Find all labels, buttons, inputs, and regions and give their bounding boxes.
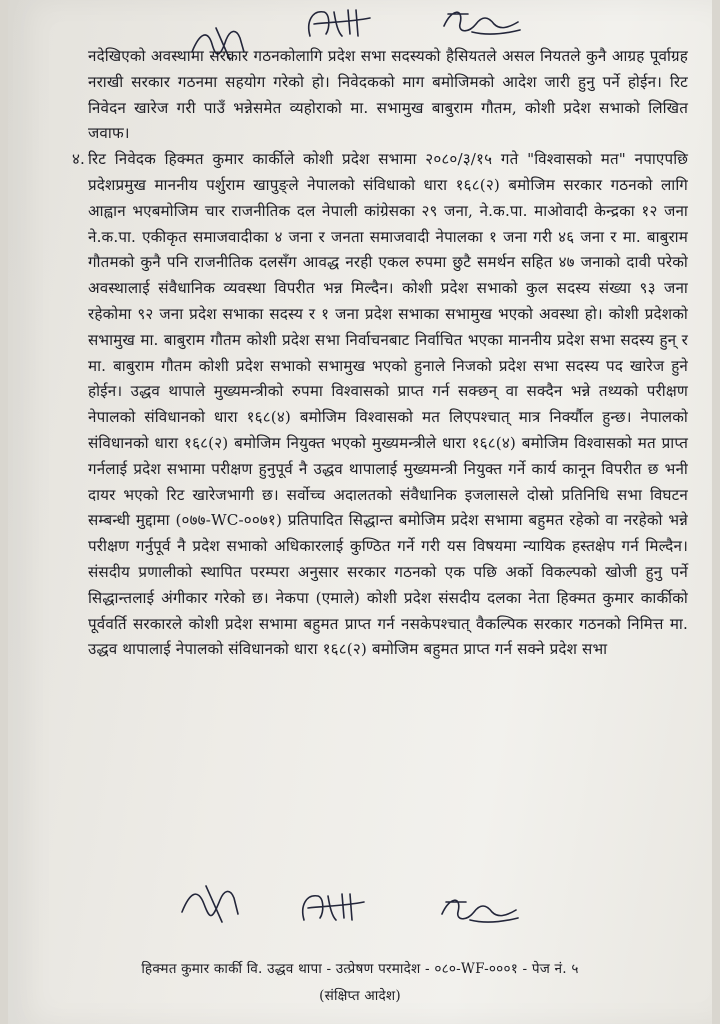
footer-case-line: हिक्मत कुमार कार्की वि. उद्धव थापा - उत्प्रेषण परमादेश - ०८०-WF-०००१ - पेज नं. ५ — [141, 961, 579, 977]
paragraph-4: ४. रिट निवेदक हिक्मत कुमार कार्कीले कोशी प्रदेश सभामा २०८०/३/१५ गते "विश्वासको मत" नपाएपछि प्रदेशप्रमुख माननीय पर्शुराम खापुङ्ले नेपालको संविधाको धारा १६८(२) बमोजिम सरकार गठनको लागि आह्वान भएबमोजिम चार राजनीतिक दल नेपाली कांग्रेसका २९ जना, ने.क.पा. माओवादी केन्द्रका १२ जना ने.क.पा. एकीकृत समाजवादीका ४ जना र जनता समाजवादी नेपालका १ जना गरी ४६ जना र मा. बाबुराम गौतमको कुनै पनि राजनीतिक दलसँग आवद्ध नरही एकल रुपमा छुटै समर्थन सहित ४७ जनाको दावी परेको अवस्थालाई संवैधानिक व्यवस्था विपरीत भन्न मिल्दैन। कोशी प्रदेश सभाको कुल सदस्य संख्या ९३ जना रहेकोमा ९२ जना प्रदेश सभाका सदस्य र १ जना प्रदेश सभाका सभामुख भएको अवस्था हो। कोशी प्रदेशको सभामुख मा. बाबुराम गौतम कोशी प्रदेश सभा निर्वाचनबाट निर्वाचित भएका माननीय प्रदेश सभा सदस्य हुन् र मा. बाबुराम गौतम कोशी प्रदेश सभाको सभामुख भएको हुनाले निजको प्रदेश सभा सदस्य पद खारेज हुने होईन। उद्धव थापाले मुख्यमन्त्रीको रुपमा विश्वासको प्राप्त गर्न सक्छन् वा सक्दैन भन्ने तथ्यको परीक्षण नेपालको संविधानको धारा १६८(४) बमोजिम विश्वासको मत लिएपश्चात् मात्र निर्क्यौल हुन्छ। नेपालको संविधानको धारा १६८(२) बमोजिम नियुक्त भएको मुख्यमन्त्रीले धारा १६८(४) बमोजिम विश्वासको मत प्राप्त गर्नलाई प्रदेश सभामा परीक्षण हुनुपूर्व नै उद्धव थापालाई मुख्यमन्त्री नियुक्त गर्ने कार्य कानून विपरीत छ भनी दायर भएको रिट खारेजभागी छ। सर्वोच्च अदालतको संवैधानिक इजलासले दोस्रो प्रतिनिधि सभा विघटन सम्बन्धी मुद्दामा (०७७-WC-००७१) प्रतिपादित सिद्धान्त बमोजिम प्रदेश सभामा बहुमत रहेको वा नरहेको भन्ने परीक्षण गर्नुपूर्व नै प्रदेश सभाको अधिकारलाई कुण्ठित गर्ने गरी यस विषयमा न्यायिक हस्तक्षेप गर्न मिल्दैन। संसदीय प्रणालीको स्थापित परम्परा अनुसार सरकार गठनको एक पछि अर्को विकल्पको खोजी हुनु पर्ने सिद्धान्तलाई अंगीकार गरेको छ। नेकपा (एमाले) कोशी प्रदेश संसदीय दलका नेता हिक्मत कुमार कार्कीको पूर्ववर्ति सरकारले कोशी प्रदेश सभामा बहुमत प्राप्त गर्न नसकेपश्चात् वैकल्पिक सरकार गठनको निमित्त मा. उद्धव थापालाई नेपालको संविधानको धारा १६८(२) बमोजिम बहुमत प्राप्त गर्न सक्ने प्रदेश सभा — [72, 150, 688, 659]
signature-bottom-left — [176, 880, 256, 924]
document-body — [72, 44, 688, 663]
paragraph-4-text: रिट निवेदक हिक्मत कुमार कार्कीले कोशी प्रदेश सभामा २०८०/३/१५ गते "विश्वासको मत" नपाएपछि प्रदेशप्रमुख माननीय पर्शुराम खापुङ्ले नेपालको संविधाको धारा १६८(२) बमोजिम सरकार गठनको लागि आह्वान भएबमोजिम चार राजनीतिक दल नेपाली कांग्रेसका २९ जना, ने.क.पा. माओवादी केन्द्रका १२ जना ने.क.पा. एकीकृत समाजवादीका ४ जना र जनता समाजवादी नेपालका १ जना गरी ४६ जना र मा. बाबुराम गौतमको कुनै पनि राजनीतिक दलसँग आवद्ध नरही एकल रुपमा छुटै समर्थन सहित ४७ जनाको दावी परेको अवस्थालाई संवैधानिक व्यवस्था विपरीत भन्न मिल्दैन। कोशी प्रदेश सभाको कुल सदस्य संख्या ९३ जना रहेकोमा ९२ जना प्रदेश सभाका सदस्य र १ जना प्रदेश सभाका सभामुख भएको अवस्था हो। कोशी प्रदेशको सभामुख मा. बाबुराम गौतम कोशी प्रदेश सभा निर्वाचनबाट निर्वाचित भएका माननीय प्रदेश सभा सदस्य हुन् र मा. बाबुराम गौतम कोशी प्रदेश सभाको सभामुख भएको हुनाले निजको प्रदेश सभा सदस्य पद खारेज हुने होईन। उद्धव थापाले मुख्यमन्त्रीको रुपमा विश्वासको प्राप्त गर्न सक्छन् वा सक्दैन भन्ने तथ्यको परीक्षण नेपालको संविधानको धारा १६८(४) बमोजिम विश्वासको मत लिएपश्चात् मात्र निर्क्यौल हुन्छ। नेपालको संविधानको धारा १६८(२) बमोजिम नियुक्त भएको मुख्यमन्त्रीले धारा १६८(४) बमोजिम विश्वासको मत प्राप्त गर्नलाई प्रदेश सभामा परीक्षण हुनुपूर्व नै उद्धव थापालाई मुख्यमन्त्री नियुक्त गर्ने कार्य कानून विपरीत छ भनी दायर भएको रिट खारेजभागी छ। सर्वोच्च अदालतको संवैधानिक इजलासले दोस्रो प्रतिनिधि सभा विघटन सम्बन्धी मुद्दामा (०७७-WC-००७१) प्रतिपादित सिद्धान्त बमोजिम प्रदेश सभामा बहुमत रहेको वा नरहेको भन्ने परीक्षण गर्नुपूर्व नै प्रदेश सभाको अधिकारलाई कुण्ठित गर्ने गरी यस विषयमा न्यायिक हस्तक्षेप गर्न मिल्दैन। संसदीय प्रणालीको स्थापित परम्परा अनुसार सरकार गठनको एक पछि अर्को विकल्पको खोजी हुनु पर्ने सिद्धान्तलाई अंगीकार गरेको छ। नेकपा (एमाले) कोशी प्रदेश संसदीय दलका नेता हिक्मत कुमार कार्कीको पूर्ववर्ति सरकारले कोशी प्रदेश सभामा बहुमत प्राप्त गर्न नसकेपश्चात् वैकल्पिक सरकार गठनको निमित्त मा. उद्धव थापालाई नेपालको संविधानको धारा १६८(२) बमोजिम बहुमत प्राप्त गर्न सक्ने प्रदेश सभा — [88, 150, 688, 659]
continuation-text: नदेखिएको अवस्थामा सरकार गठनकोलागि प्रदेश सभा सदस्यको हैसियतले असल नियतले कुनै आग्रह पूर्वाग्रह नराखी सरकार गठनमा सहयोग गरेको हो। निवेदकको माग बमोजिमको आदेश जारी हुनु पर्ने होईन। रिट निवेदन खारेज गरी पाउँ भन्नेसमेत व्यहोराको मा. सभामुख बाबुराम गौतम, कोशी प्रदेश सभाको लिखित जवाफ। — [88, 47, 688, 143]
document-page — [8, 0, 712, 1024]
signature-bottom-right — [436, 890, 526, 930]
signature-top-center — [300, 4, 380, 44]
signature-top-right — [438, 2, 528, 42]
signature-bottom-center — [294, 886, 374, 930]
continuation-paragraph — [88, 44, 688, 147]
footer-order-type: (संक्षिप्त आदेश) — [319, 988, 401, 1004]
